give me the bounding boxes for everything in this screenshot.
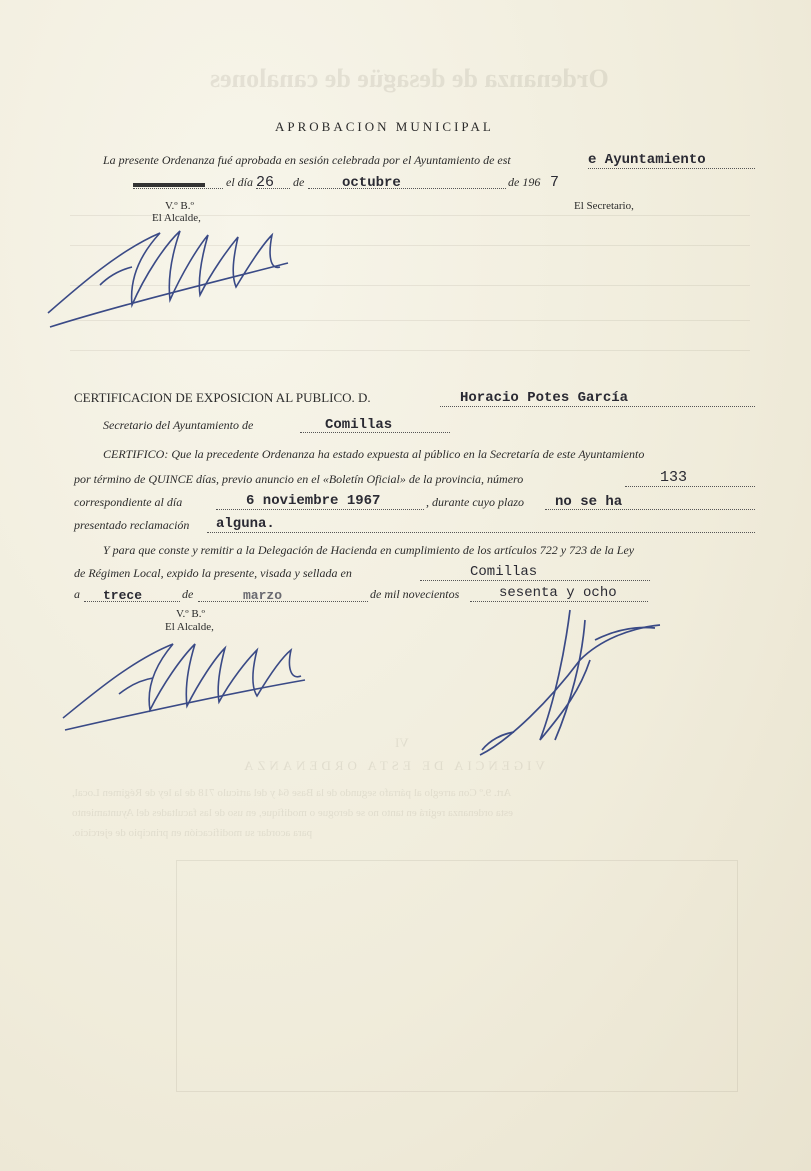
certification-bulletin-date: 6 noviembre 1967: [246, 493, 381, 509]
certification-secretary-name: Horacio Potes García: [460, 390, 629, 406]
approval-month: octubre: [342, 175, 401, 191]
approval-year-prefix: de 196: [508, 175, 541, 189]
approval-secretario: El Secretario,: [574, 200, 634, 212]
redaction-bar: [133, 183, 205, 187]
certification-bulletin-number: 133: [660, 469, 688, 486]
bleed-title: Ordenanza de desagüe de canalones: [210, 64, 609, 93]
bleed-article-line: esta ordenanza regirá en tanto no se derogue o modifique, en uso de las facultades del Ayuntamiento: [72, 807, 513, 819]
approval-line1: La presente Ordenanza fué aprobada en sesión celebrada por el Ayuntamiento de est: [103, 153, 511, 167]
certification-regimen: de Régimen Local, expido la presente, visada y sellada en: [74, 566, 352, 580]
certification-issue-place: Comillas: [470, 564, 538, 580]
certification-issue-month: marzo: [243, 588, 283, 603]
certification-issue-day: trece: [103, 588, 143, 603]
certification-municipality: Comillas: [325, 417, 393, 433]
certification-certifico: CERTIFICO: Que la precedente Ordenanza ha estado expuesta al público en la Secretaría de este Ayuntamiento: [103, 447, 645, 461]
certification-durante: , durante cuyo plazo: [426, 495, 524, 509]
approval-title: APROBACION MUNICIPAL: [275, 119, 494, 134]
certification-para-conste: Y para que conste y remitir a la Delegación de Hacienda en cumplimiento de los artículos 722 y 723 de la Ley: [103, 543, 635, 557]
certification-issue-year: sesenta y ocho: [499, 585, 617, 601]
certification-alcalde: El Alcalde,: [165, 621, 214, 633]
bleed-section-title: VIGENCIA DE ESTA ORDENANZA: [240, 758, 545, 773]
bleed-article-line: para acordar su modificación en principio de ejercicio.: [72, 827, 313, 839]
approval-body-name: e Ayuntamiento: [588, 152, 706, 168]
bleed-table: [176, 860, 738, 1092]
certification-objection-detail: alguna.: [216, 516, 275, 532]
certification-vb: V.º B.º: [176, 608, 205, 620]
certification-heading: CERTIFICACION DE EXPOSICION AL PUBLICO. D.: [74, 390, 371, 405]
certification-term-line: por término de QUINCE días, previo anuncio en el «Boletín Oficial» de la provincia, número: [74, 472, 524, 486]
certification-alcalde-signature: [55, 630, 315, 740]
certification-de-mil: de mil novecientos: [370, 587, 460, 601]
certification-correspondiente: correspondiente al día: [74, 495, 183, 509]
certification-objection-status: no se ha: [555, 494, 623, 510]
bleed-section-numeral: VI: [395, 735, 409, 750]
approval-de: de: [293, 175, 305, 189]
secretario-signature: [470, 600, 670, 760]
approval-vb: V.º B.º: [165, 200, 194, 212]
certification-secretario-line: Secretario del Ayuntamiento de: [103, 418, 254, 432]
bleed-rule: [70, 350, 750, 351]
certification-de: de: [182, 587, 194, 601]
approval-day: 26: [256, 174, 275, 191]
certification-presentado: presentado reclamación: [74, 518, 190, 532]
approval-el-dia: el día: [226, 175, 253, 189]
bleed-article-line: Art. 9.º Con arreglo al párrafo segundo de la Base 64 y del artículo 718 de la ley de Régimen Local,: [72, 787, 512, 799]
certification-a: a: [74, 587, 80, 601]
approval-alcalde-signature: [40, 215, 300, 335]
approval-year-digit: 7: [550, 174, 560, 191]
approval-alcalde: El Alcalde,: [152, 212, 201, 224]
